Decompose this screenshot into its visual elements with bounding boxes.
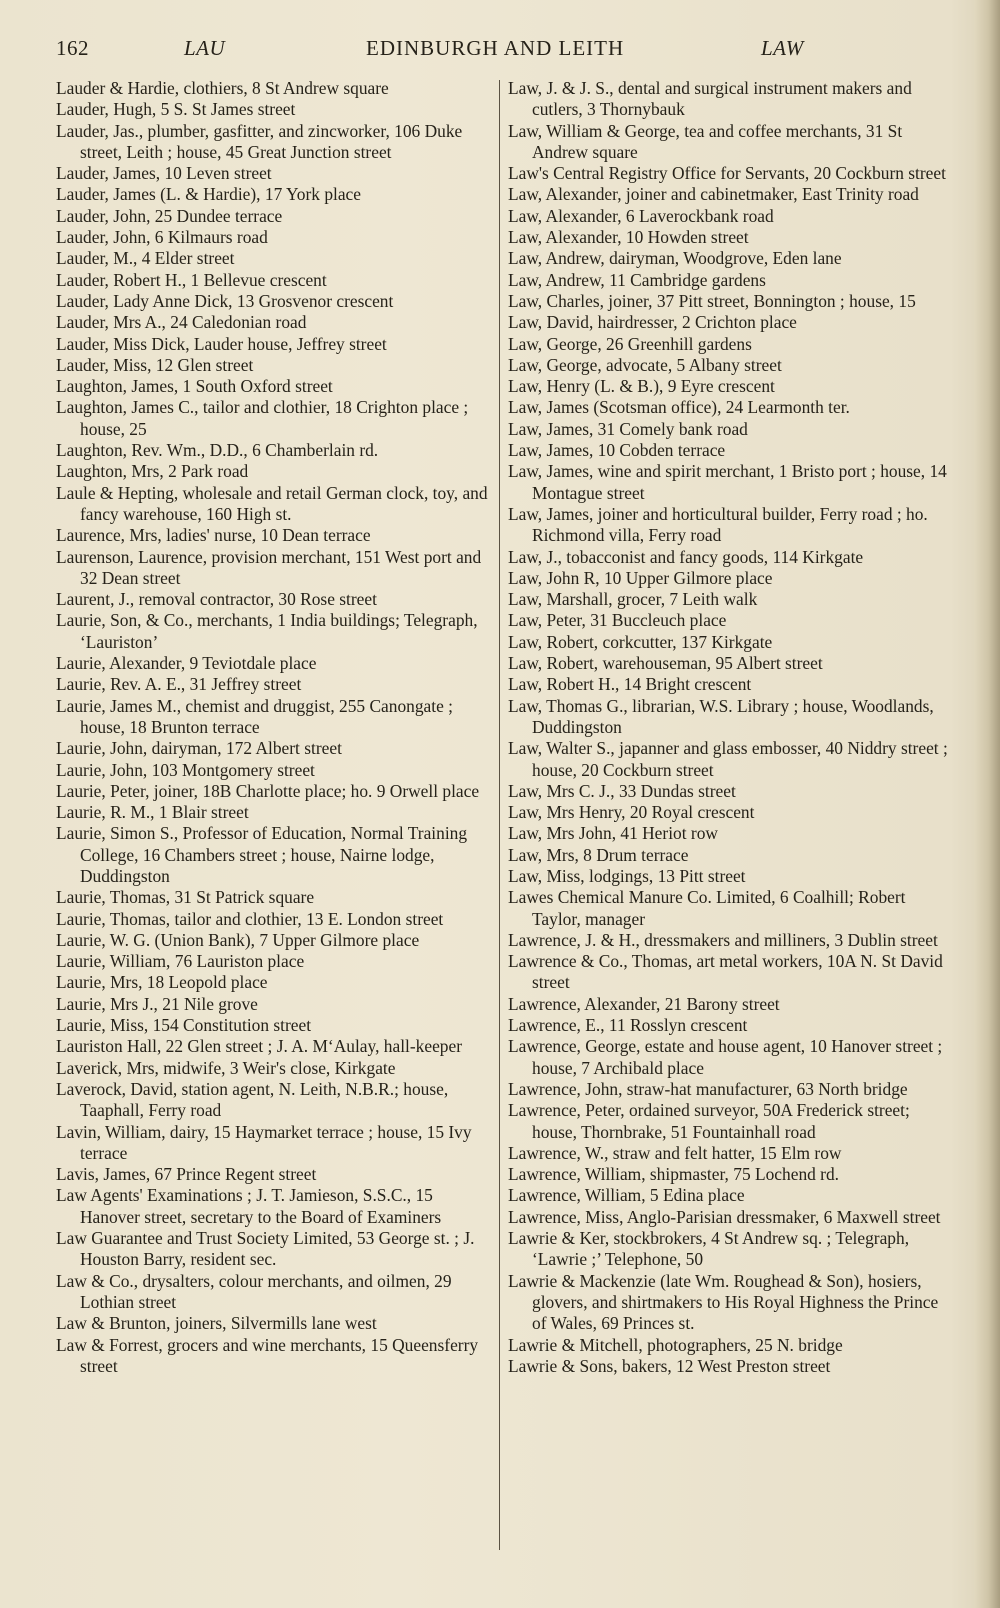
directory-entry: Laverock, David, station agent, N. Leith, N.B.R.; house, Taaphall, Ferry road — [56, 1078, 449, 1121]
directory-entry: Law, George, 26 Greenhill gardens — [508, 333, 752, 354]
directory-entry: Lavis, James, 67 Prince Regent street — [56, 1164, 317, 1185]
directory-entry: Lawrie & Mackenzie (late Wm. Roughead & Son), hosiers, glovers, and shirtmakers to His Royal Highness the Prince of Wales, 69 Princes st. — [508, 1270, 939, 1334]
directory-entry: Law, James (Scotsman office), 24 Learmonth ter. — [508, 397, 850, 418]
directory-entry: Lawrence, J. & H., dressmakers and milliners, 3 Dublin street — [508, 929, 938, 950]
left-column — [56, 78, 494, 1377]
directory-entry: Law, Miss, lodgings, 13 Pitt street — [508, 865, 746, 886]
directory-entry: Law Guarantee and Trust Society Limited, 53 George st. ; J. Houston Barry, resident sec. — [56, 1228, 475, 1270]
directory-entry: Law & Forrest, grocers and wine merchants, 15 Queensferry street — [56, 1334, 479, 1376]
directory-entry: Lauder, Miss Dick, Lauder house, Jeffrey street — [56, 333, 387, 354]
directory-entry: Lawrence, W., straw and felt hatter, 15 Elm row — [508, 1142, 842, 1163]
directory-entry: Law, Alexander, 6 Laverockbank road — [508, 205, 774, 226]
right-column — [508, 78, 950, 1377]
directory-entry: Laurie, Mrs, 18 Leopold place — [56, 972, 268, 993]
directory-entry: Lawrie & Mitchell, photographers, 25 N. bridge — [508, 1334, 843, 1355]
directory-entry: Lawes Chemical Manure Co. Limited, 6 Coalhill; Robert Taylor, manager — [508, 887, 906, 929]
directory-entry: Lauder, James, 10 Leven street — [56, 163, 272, 184]
directory-entry: Lawrence, Alexander, 21 Barony street — [508, 993, 780, 1014]
directory-entry: Law, Mrs John, 41 Heriot row — [508, 823, 718, 844]
directory-entry: Law, Alexander, joiner and cabinetmaker, East Trinity road — [508, 184, 919, 205]
directory-entry: Laurie, James M., chemist and druggist, 255 Canongate ; house, 18 Brunton terrace — [56, 695, 454, 737]
directory-entry: Laurie, Alexander, 9 Teviotdale place — [56, 653, 317, 674]
directory-entry: Law, James, wine and spirit merchant, 1 Bristo port ; house, 14 Montague street — [508, 461, 947, 503]
directory-entry: Law, James, 31 Comely bank road — [508, 418, 748, 439]
directory-entry: Lauder, Miss, 12 Glen street — [56, 354, 254, 375]
directory-entry: Laurie, Thomas, tailor and clothier, 13 E. London street — [56, 908, 444, 929]
right-guide-word: LAW — [761, 36, 804, 60]
directory-entry: Law, J., tobacconist and fancy goods, 114 Kirkgate — [508, 546, 864, 567]
directory-entry: Laule & Hepting, wholesale and retail German clock, toy, and fancy warehouse, 160 High st. — [56, 482, 488, 524]
directory-entry: Laverick, Mrs, midwife, 3 Weir's close, Kirkgate — [56, 1057, 396, 1078]
directory-entry: Laughton, James C., tailor and clothier, 18 Crighton place ; house, 25 — [56, 397, 469, 439]
directory-entry: Law, Thomas G., librarian, W.S. Library ; house, Woodlands, Duddingston — [508, 695, 934, 737]
directory-entry: Law's Central Registry Office for Servants, 20 Cockburn street — [508, 163, 946, 184]
directory-entry: Lawrence, Miss, Anglo-Parisian dressmaker, 6 Maxwell street — [508, 1206, 941, 1227]
directory-entry: Law, Robert, warehouseman, 95 Albert street — [508, 653, 823, 674]
directory-entry: Laurie, W. G. (Union Bank), 7 Upper Gilmore place — [56, 929, 420, 950]
directory-entry: Lawrie & Sons, bakers, 12 West Preston street — [508, 1355, 831, 1376]
directory-entry: Lauder, Robert H., 1 Bellevue crescent — [56, 269, 327, 290]
directory-entry: Laurie, John, dairyman, 172 Albert street — [56, 738, 342, 759]
directory-entry: Lauder, James (L. & Hardie), 17 York place — [56, 184, 361, 205]
directory-entry: Lauder, Mrs A., 24 Caledonian road — [56, 312, 307, 333]
directory-entry: Lauder, Hugh, 5 S. St James street — [56, 99, 296, 120]
directory-entry: Law, William & George, tea and coffee merchants, 31 St Andrew square — [508, 120, 903, 162]
directory-entry: Lavin, William, dairy, 15 Haymarket terrace ; house, 15 Ivy terrace — [56, 1121, 472, 1163]
directory-entry: Lauder, Jas., plumber, gasfitter, and zincworker, 106 Duke street, Leith ; house, 45 Great Junction street — [56, 120, 463, 162]
page-number: 162 — [56, 36, 89, 60]
directory-entry: Law, Andrew, dairyman, Woodgrove, Eden lane — [508, 248, 842, 269]
directory-entry: Lawrence, Peter, ordained surveyor, 50A Frederick street; house, Thornbrake, 51 Fountainhall road — [508, 1100, 910, 1142]
directory-entry: Law, David, hairdresser, 2 Crichton place — [508, 312, 797, 333]
directory-entry: Laurie, William, 76 Lauriston place — [56, 951, 305, 972]
directory-entry: Lawrence & Co., Thomas, art metal workers, 10A N. St David street — [508, 951, 943, 993]
directory-entry: Laurie, John, 103 Montgomery street — [56, 759, 315, 780]
directory-entry: Law, Mrs Henry, 20 Royal crescent — [508, 802, 755, 823]
directory-entry: Law, Alexander, 10 Howden street — [508, 227, 749, 248]
directory-entry: Lauder, John, 25 Dundee terrace — [56, 205, 283, 226]
directory-entry: Laughton, Mrs, 2 Park road — [56, 461, 249, 482]
directory-entry: Law, Mrs C. J., 33 Dundas street — [508, 780, 736, 801]
directory-entry: Law, Walter S., japanner and glass embosser, 40 Niddry street ; house, 20 Cockburn street — [508, 738, 948, 780]
left-guide-word: LAU — [184, 36, 226, 60]
page-title: EDINBURGH AND LEITH — [366, 36, 625, 60]
directory-entry: Laurie, Miss, 154 Constitution street — [56, 1015, 312, 1036]
directory-entry: Law, James, 10 Cobden terrace — [508, 440, 726, 461]
directory-entry: Law, Mrs, 8 Drum terrace — [508, 844, 689, 865]
directory-entry: Laurie, R. M., 1 Blair street — [56, 802, 249, 823]
directory-entry: Law & Brunton, joiners, Silvermills lane west — [56, 1313, 377, 1334]
page-edge — [974, 0, 1000, 1608]
directory-entry: Law, Robert, corkcutter, 137 Kirkgate — [508, 631, 773, 652]
directory-entry: Lauder, M., 4 Elder street — [56, 248, 235, 269]
directory-entry: Lauriston Hall, 22 Glen street ; J. A. M‘Aulay, hall-keeper — [56, 1036, 462, 1057]
directory-entry: Lawrence, E., 11 Rosslyn crescent — [508, 1015, 748, 1036]
directory-entry: Laughton, Rev. Wm., D.D., 6 Chamberlain rd. — [56, 440, 379, 461]
directory-entry: Law & Co., drysalters, colour merchants, and oilmen, 29 Lothian street — [56, 1270, 452, 1312]
directory-entry: Laughton, James, 1 South Oxford street — [56, 376, 333, 397]
directory-entry: Lawrence, George, estate and house agent, 10 Hanover street ; house, 7 Archibald place — [508, 1036, 943, 1078]
page-header — [56, 36, 966, 70]
column-divider — [499, 80, 500, 1550]
directory-entry: Law, George, advocate, 5 Albany street — [508, 354, 782, 375]
directory-entry: Lawrence, William, 5 Edina place — [508, 1185, 745, 1206]
directory-entry: Laurie, Peter, joiner, 18B Charlotte place; ho. 9 Orwell place — [56, 780, 480, 801]
directory-entry: Law, Andrew, 11 Cambridge gardens — [508, 269, 766, 290]
directory-entry: Law, Charles, joiner, 37 Pitt street, Bonnington ; house, 15 — [508, 290, 916, 311]
directory-entry: Laurie, Thomas, 31 St Patrick square — [56, 887, 315, 908]
directory-entry: Lauder, Lady Anne Dick, 13 Grosvenor crescent — [56, 290, 394, 311]
directory-entry: Law, J. & J. S., dental and surgical instrument makers and cutlers, 3 Thornybauk — [508, 78, 912, 120]
directory-entry: Law, Peter, 31 Buccleuch place — [508, 610, 727, 631]
directory-entry: Lawrence, William, shipmaster, 75 Lochend rd. — [508, 1164, 840, 1185]
directory-entry: Lauder & Hardie, clothiers, 8 St Andrew square — [56, 78, 389, 98]
directory-entry: Lauder, John, 6 Kilmaurs road — [56, 227, 268, 248]
directory-entry: Laurie, Mrs J., 21 Nile grove — [56, 993, 258, 1014]
directory-entry: Law, Henry (L. & B.), 9 Eyre crescent — [508, 376, 775, 397]
directory-entry: Laurent, J., removal contractor, 30 Rose street — [56, 589, 377, 610]
directory-entry: Laurence, Mrs, ladies' nurse, 10 Dean terrace — [56, 525, 371, 546]
directory-entry: Lawrie & Ker, stockbrokers, 4 St Andrew sq. ; Telegraph, ‘Lawrie ;’ Telephone, 50 — [508, 1228, 910, 1270]
directory-entry: Laurie, Simon S., Professor of Education, Normal Training College, 16 Chambers street ; house, Nairne lodge, Duddingston — [56, 823, 468, 886]
directory-entry: Law, John R, 10 Upper Gilmore place — [508, 567, 773, 588]
directory-entry: Lawrence, John, straw-hat manufacturer, 63 North bridge — [508, 1078, 908, 1099]
directory-entry: Laurie, Rev. A. E., 31 Jeffrey street — [56, 674, 302, 695]
directory-entry: Laurenson, Laurence, provision merchant, 151 West port and 32 Dean street — [56, 546, 482, 588]
directory-entry: Law, Robert H., 14 Bright crescent — [508, 674, 752, 695]
directory-entry: Law, James, joiner and horticultural builder, Ferry road ; ho. Richmond villa, Ferry road — [508, 503, 928, 546]
directory-entry: Law, Marshall, grocer, 7 Leith walk — [508, 589, 758, 610]
directory-entry: Laurie, Son, & Co., merchants, 1 India buildings; Telegraph, ‘Lauriston’ — [56, 610, 478, 652]
directory-entry: Law Agents' Examinations ; J. T. Jamieson, S.S.C., 15 Hanover street, secretary to the Board of Examiners — [56, 1185, 442, 1227]
